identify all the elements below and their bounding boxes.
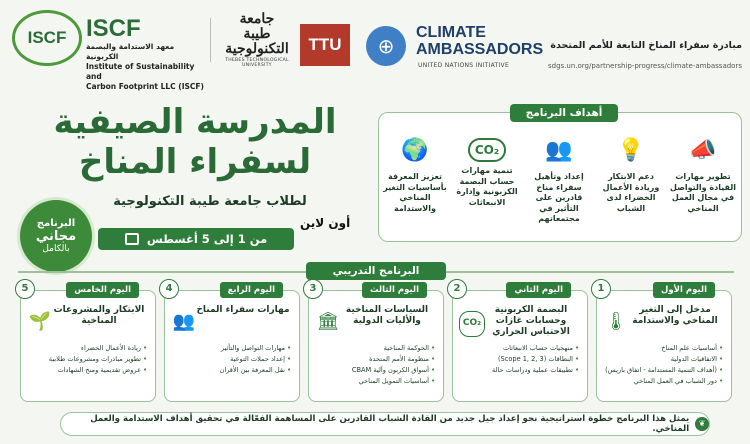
day-topic: • مهارات التواصل والتأثير (171, 343, 291, 354)
footer-banner (60, 412, 710, 436)
day-topic: • منهجيات حساب الانبعاثات (459, 343, 579, 354)
date-pill (98, 228, 294, 250)
day-number: 1 (591, 279, 611, 299)
day-card-4 (164, 283, 300, 402)
main-title-line-2: لسفراء المناخ (78, 142, 312, 182)
leaf-icon: ❦ (695, 417, 709, 431)
un-globe-icon: ⊕ (366, 26, 406, 66)
main-title-line-1: المدرسة الصيفية (53, 102, 337, 142)
goal-text: دعم الابتكار وريادة الأعمال الخضراء لدى الشباب (602, 172, 660, 213)
calendar-icon (125, 233, 139, 245)
megaphone-icon: 📣 (689, 137, 717, 163)
goal-item (670, 132, 736, 214)
day-topic: • تطوير مبادرات ومشروعات طلابية (27, 354, 147, 365)
initiative-url: sdgs.un.org/partnership-progress/climate-ambassadors (548, 62, 742, 70)
ttu-logo-text: TTU (308, 35, 342, 54)
ca-title-line-1: CLIMATE (416, 24, 486, 41)
thermometer-icon: 🌡 (604, 311, 628, 332)
day-tag: اليوم الثاني (506, 282, 571, 298)
people-icon: 👥 (545, 137, 573, 163)
training-heading: البرنامج التدريبي (306, 262, 446, 280)
day-topic: • تطبيقات عملية ودراسات حالة (459, 365, 579, 376)
day-topic: • (أهداف التنمية المستدامة - اتفاق باريس) (603, 365, 723, 376)
iscf-name: ISCF (86, 15, 141, 42)
un-initiative-label: UNITED NATIONS INITIATIVE (418, 62, 510, 69)
day-tag: اليوم الخامس (66, 282, 139, 298)
goal-text: إعداد وتأهيل سفراء مناخ قادرين على التأثير في مجتمعاتهم (534, 172, 584, 223)
co2-cloud-icon: CO₂ (468, 138, 506, 162)
day-title: البصمة الكربونية وحسابات غازات الاحتباس الحراري (492, 305, 570, 337)
climate-ambassadors-title (416, 24, 543, 58)
day-number: 3 (303, 279, 323, 299)
day-title: السياسات المناخية والأليات الدولية (345, 305, 429, 326)
initiative-arabic: مبادرة سفراء المناخ التابعة للأمم المتحدة (550, 40, 742, 51)
day-topic: • الحوكمة المناخية (315, 343, 435, 354)
goal-text: تطوير مهارات القيادة والتواصل في مجال العمل المناخي (670, 172, 736, 213)
ttu-ar-line-2: طيبة (243, 26, 271, 42)
day-title: مدخل إلى التغير المناخي والاستدامة (632, 305, 718, 326)
ttu-arabic-name (216, 12, 298, 57)
iscf-line-en-2: Carbon Footprint LLC (ISCF) (86, 82, 204, 91)
day-topic: • نقل المعرفة بين الأقران (171, 365, 291, 376)
free-badge-line-3: بالكامل (42, 243, 70, 254)
day-topic: • إعداد حملات التوعية (171, 354, 291, 365)
ttu-ar-line-3: التكنولوجية (225, 41, 289, 57)
iscf-logo-text: ISCF (27, 28, 67, 47)
iscf-line-en-1: Institute of Sustainability and (86, 62, 195, 81)
co2-icon: CO₂ (459, 311, 485, 337)
subtitle: لطلاب جامعة طيبة التكنولوجية (113, 194, 307, 209)
iscf-logo (12, 10, 82, 66)
day-topics (171, 343, 291, 376)
iscf-name-block (86, 16, 206, 92)
ca-title-line-2: AMBASSADORS (416, 41, 544, 58)
day-topic: • منظومة الأمم المتحدة (315, 354, 435, 365)
goal-item (382, 132, 448, 214)
lightbulb-icon: 💡 (617, 137, 645, 163)
day-topic: • ريادة الأعمال الخضراء (27, 343, 147, 354)
day-topic: • أساسيات التمويل المناخي (315, 376, 435, 387)
iscf-line-ar: معهد الاستدامة والبصمة الكربونية (86, 42, 175, 61)
day-topics (603, 343, 723, 387)
goal-text: تنمية مهارات حساب البصمة الكربونية وإدارة الانبعاثات (456, 166, 518, 207)
day-card-3 (308, 283, 444, 402)
day-tag: اليوم الثالث (362, 282, 427, 298)
day-topic: • أساسيات علم المناخ (603, 343, 723, 354)
day-topics (459, 343, 579, 376)
group-icon: 👥 (172, 311, 196, 332)
day-number: 4 (159, 279, 179, 299)
day-number: 2 (447, 279, 467, 299)
day-tag: اليوم الأول (653, 282, 715, 298)
ttu-ar-line-1: جامعة (239, 11, 275, 27)
goal-item (454, 132, 520, 208)
day-card-2 (452, 283, 588, 402)
goals-heading: أهداف البرنامج (510, 104, 618, 122)
day-card-1 (596, 283, 732, 402)
goal-item (526, 132, 592, 225)
day-tag: اليوم الرابع (220, 282, 283, 298)
footer-text: يمثل هذا البرنامج خطوة استراتيجية نحو إعداد جيل جديد من القادة الشباب القادرين على المساهمة الفعّالة في تحقيق أهداف الاستدامة والعمل المناخي. (90, 414, 690, 434)
free-badge-line-1: البرنامج (36, 217, 76, 229)
day-topic: • أسواق الكربون وآلية CBAM (315, 365, 435, 376)
ttu-english-name: THEBES TECHNOLOGICAL UNIVERSITY (225, 58, 289, 68)
plant-hand-icon: 🌱 (28, 311, 52, 332)
day-number: 5 (15, 279, 35, 299)
day-card-5 (20, 283, 156, 402)
day-topics (315, 343, 435, 387)
institution-icon: 🏛 (316, 311, 340, 332)
ttu-logo (300, 24, 350, 66)
goal-item (598, 132, 664, 214)
day-topics (27, 343, 147, 376)
date-text: من 1 إلى 5 أغسطس (146, 232, 268, 246)
day-topic: • عروض تقديمية ومنح الشهادات (27, 365, 147, 376)
globe-hands-icon: 🌍 (401, 137, 429, 163)
online-label: أون لاين (300, 216, 351, 230)
free-badge-line-2: مجاني (35, 228, 77, 244)
day-topic: • النطاقات (Scope 1, 2, 3) (459, 354, 579, 365)
free-program-badge (20, 200, 92, 272)
day-topic: • دور الشباب في العمل المناخي (603, 376, 723, 387)
day-title: مهارات سفراء المناخ (196, 305, 290, 315)
goal-text: تعزيز المعرفة بأساسيات التغير المناخي والاستدامة (383, 172, 447, 213)
day-topic: • الاتفاقيات الدولية (603, 354, 723, 365)
day-title: الابتكار والمشروعات المناخية (53, 305, 145, 326)
header-divider (210, 18, 211, 62)
